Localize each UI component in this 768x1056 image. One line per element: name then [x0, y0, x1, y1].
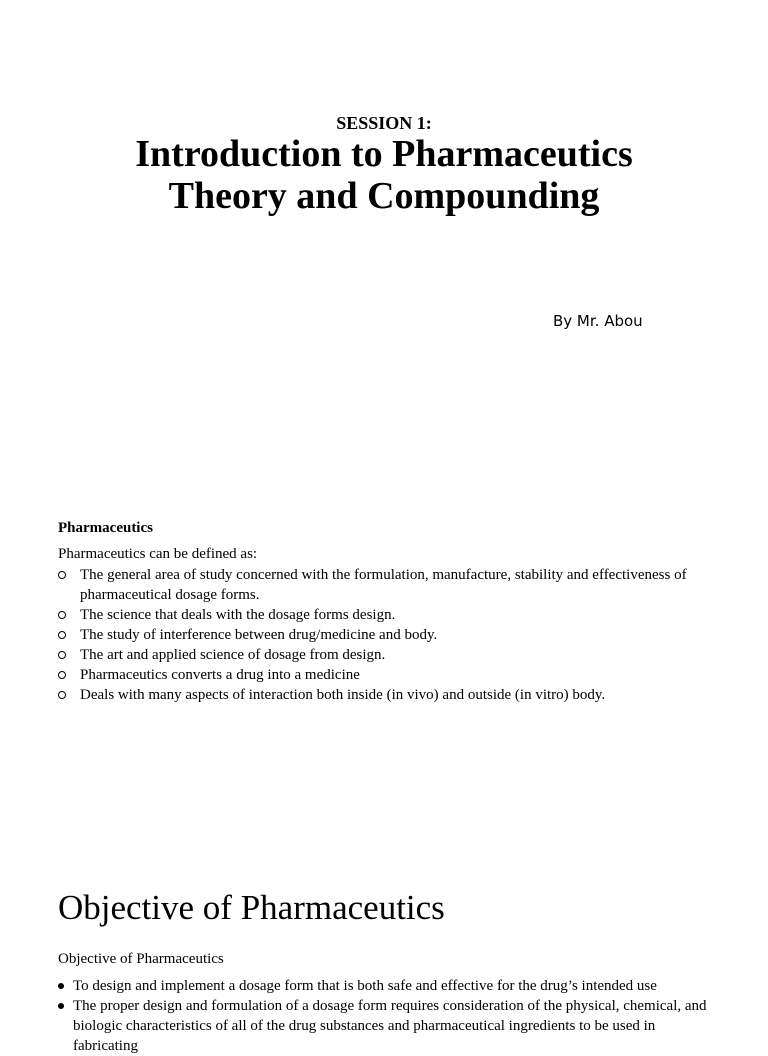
list-item-text: The proper design and formulation of a dosage form requires consideration of the physical, chemical, and biologic characteristics of all of the drug substances and pharmaceutical ingredients to be used in fabricating [73, 998, 707, 1054]
list-item [58, 605, 698, 625]
list-item-text: To design and implement a dosage form that is both safe and effective for the drug’s intended use [73, 978, 657, 994]
definition-intro: Pharmaceutics can be defined as: [58, 546, 258, 562]
objective-subheading: Objective of Pharmaceutics [58, 951, 224, 967]
hollow-bullet-icon [58, 671, 66, 679]
list-item-text: The science that deals with the dosage forms design. [80, 607, 396, 623]
hollow-bullet-icon [58, 611, 66, 619]
list-item-text: Deals with many aspects of interaction both inside (in vivo) and outside (in vitro) body. [80, 687, 606, 703]
hollow-bullet-icon [58, 651, 66, 659]
author-byline: By Mr. Abou [553, 312, 643, 330]
hollow-bullet-icon [58, 631, 66, 639]
hollow-bullet-icon [58, 571, 66, 579]
list-item [58, 665, 698, 685]
list-item [58, 565, 698, 605]
list-item-text: The general area of study concerned with the formulation, manufacture, stability and effectiveness of pharmaceutical dosage forms. [80, 567, 687, 603]
objective-list [58, 976, 708, 1056]
objective-heading: Objective of Pharmaceutics [58, 888, 445, 927]
list-item-text: Pharmaceutics converts a drug into a medicine [80, 667, 360, 683]
bullet-icon [58, 983, 64, 989]
pharmaceutics-heading: Pharmaceutics [58, 520, 153, 536]
list-item-text: The art and applied science of dosage from design. [80, 647, 386, 663]
list-item [58, 685, 698, 705]
list-item [58, 996, 708, 1056]
bullet-icon [58, 1003, 64, 1009]
title-line-1: Introduction to Pharmaceutics [135, 133, 633, 175]
list-item [58, 976, 708, 996]
list-item-text: The study of interference between drug/medicine and body. [80, 627, 438, 643]
session-label: SESSION 1: [336, 113, 432, 133]
title-line-2: Theory and Compounding [168, 175, 600, 217]
definition-list [58, 565, 698, 705]
list-item [58, 625, 698, 645]
hollow-bullet-icon [58, 691, 66, 699]
list-item [58, 645, 698, 665]
document-title [0, 133, 768, 217]
